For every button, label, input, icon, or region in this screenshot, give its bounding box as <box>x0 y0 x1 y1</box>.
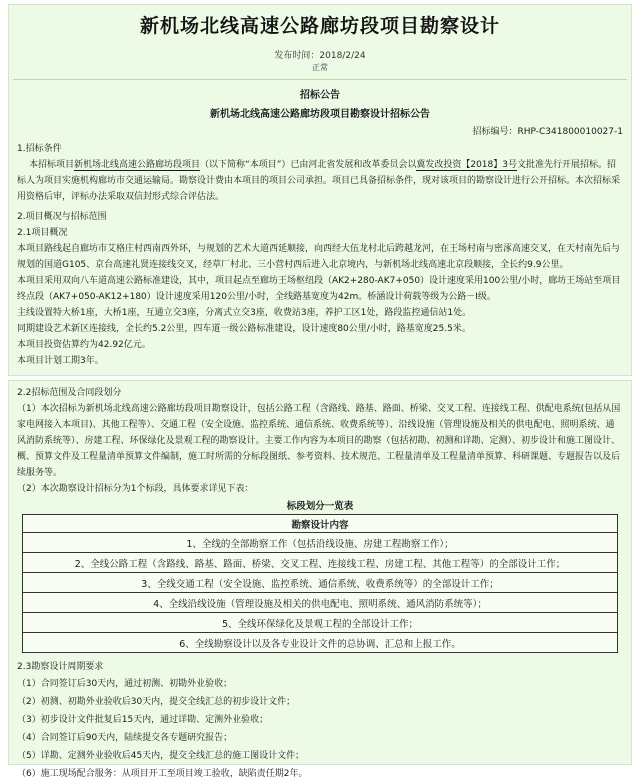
list-item: （4）合同签订后90天内，陆续提交各专题研究报告； <box>17 733 233 743</box>
section1-title: 1.招标条件 <box>17 144 62 154</box>
table-row: 3、全线交通工程（安全设施、监控系统、通信系统、收费系统等）的全部设计工作； <box>23 573 618 593</box>
notice-heading: 招标公告 <box>300 90 340 101</box>
announcement-panel-bottom <box>8 380 632 779</box>
approval-ref: 冀发改投资【2018】3号 <box>416 160 517 170</box>
overview-p4: 同期建设艺术新区连接线，全长约5.2公里，四车道一级公路标准建设，设计速度80公里/小时，路基宽度25.5米。 <box>17 324 471 334</box>
list-item: （1）合同签订后30天内，通过初测、初勘外业验收； <box>17 679 233 689</box>
page-title: 新机场北线高速公路廊坊段项目勘察设计 <box>139 15 500 37</box>
overview-p2: 本项目采用双向八车道高速公路标准建设，其中，项目起点至廊坊王场枢纽段（AK2+280-AK7+050）设计速度采用100公里/小时，廊坊王场站至项目终点段（AK7+050-AK12+180）设计速度采用120公里/小时，全线路基宽度为42m。桥涵设计荷载等级为公路－Ⅰ级。 <box>17 276 621 302</box>
table-row: 1、全线的全部勘察工作（包括沿线设施、房建工程勘察工作）； <box>23 533 618 553</box>
section22-title: 2.2招标范围及合同段划分 <box>17 388 122 398</box>
font-size-option[interactable]: 正常 <box>312 63 328 72</box>
section1-text: 本招标项目新机场北线高速公路廊坊段项目（以下简称“本项目”）已由河北省发展和改革委员会以冀发改投资【2018】3号文批准先行开展招标。招标人为项目实施机构廊坊市交通运输局。勘察设计费由本项目的项目公司承担。项目已具备招标条件，现对该项目的勘察设计进行公开招标。本次招标采用资格后审，评标办法采取双信封形式综合评估法。 <box>17 160 621 202</box>
lot-table-title: 标段划分一览表 <box>286 501 354 512</box>
publish-label: 发布时间： <box>274 51 320 61</box>
table-row: 5、全线环保绿化及景观工程的全部设计工作； <box>23 613 618 633</box>
notice-subheading: 新机场北线高速公路廊坊段项目勘察设计招标公告 <box>210 109 430 120</box>
project-name-link: 新机场北线高速公路廊坊段项目 <box>74 160 201 170</box>
overview-p6: 本项目计划工期3年。 <box>17 356 104 366</box>
table-row: 6、全线勘察设计以及各专业设计文件的总协调、汇总和上报工作。 <box>23 633 618 653</box>
overview-p1: 本项目路线起自廊坊市艾格庄村西南西外环，与规划的艺术大道西延顺接，向西经大伍龙村北后跨越龙河，在王场村南与密涿高速交叉，在天村南先后与规划的国道G105、京台高速礼贤连接线交叉，经草厂村北、三小营村西后进入北京境内，与新机场北线高速北京段顺接，全长约9.9公里。 <box>17 244 621 270</box>
list-item: （6）施工现场配合服务：从项目开工至项目竣工验收，缺陷责任期2年。 <box>17 769 308 779</box>
list-item: （2）初测、初勘外业验收后30天内，提交全线汇总的初步设计文件； <box>17 697 296 707</box>
lot-table-header: 勘察设计内容 <box>23 515 618 533</box>
lot-table <box>22 514 618 653</box>
list-item: （5）详勘、定测外业验收后45天内，提交全线汇总的施工图设计文件； <box>17 751 305 761</box>
announcement-panel-top <box>8 4 632 376</box>
scope-p2: （2）本次勘察设计招标分为1个标段，具体要求详见下表： <box>17 484 254 494</box>
divider <box>13 79 627 80</box>
scope-p1: （1）本次招标为新机场北线高速公路廊坊段项目勘察设计，包括公路工程（含路线、路基、路面、桥梁、交叉工程、连接线工程、供配电系统(包括从国家电网接入本项目)、其他工程等）、交通工程（安全设施、监控系统、通信系统、收费系统等）、沿线设施（管理设施及相关的供电配电、照明系统、通风消防系统等）、房建工程、环保绿化及景观工程的勘察设计。主要工作内容为本项目的勘察（包括初勘、初测和详勘、定测）、初步设计和施工图设计、概、预算文件及工程量清单预算文件编制，施工时所需的分标段图纸、参考资料、技术规范、工程量清单及工程量清单预算、科研课题、专题报告以及后续服务等。 <box>17 404 621 478</box>
section2-title: 2.项目概况与招标范围 <box>17 212 107 222</box>
publish-date: 2018/2/24 <box>319 51 366 61</box>
overview-p5: 本项目投资估算约为42.92亿元。 <box>17 340 151 350</box>
list-item: （3）初步设计文件批复后15天内，通过详勘、定测外业验收； <box>17 715 269 725</box>
section23-title: 2.3勘察设计周期要求 <box>17 662 104 672</box>
section21-title: 2.1项目概况 <box>17 228 68 238</box>
overview-p3: 主线设置特大桥1座，大桥1座，互通立交3座，分离式立交3座，收费站3座，养护工区1处，路段监控通信站1处。 <box>17 308 472 318</box>
publish-info <box>9 48 631 61</box>
table-row: 2、全线公路工程（含路线、路基、路面、桥梁、交叉工程、连接线工程、房建工程、其他工程等）的全部设计工作； <box>23 553 618 573</box>
table-row: 4、全线沿线设施（管理设施及相关的供电配电、照明系统、通风消防系统等）； <box>23 593 618 613</box>
tender-number: 招标编号：RHP-C341800010027-1 <box>472 127 623 137</box>
